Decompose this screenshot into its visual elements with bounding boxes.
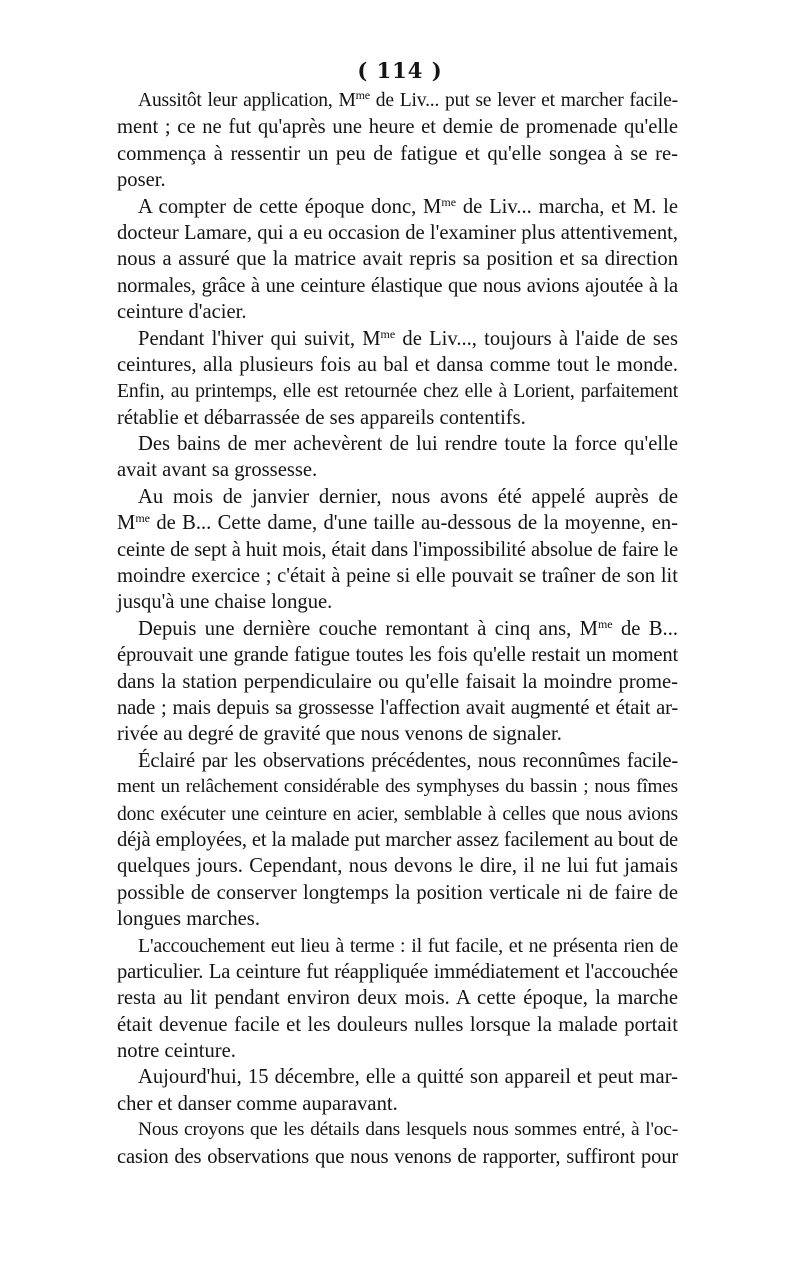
text-line bbox=[117, 801, 678, 827]
paragraph bbox=[117, 933, 678, 1065]
paragraph bbox=[117, 88, 678, 194]
text-line bbox=[117, 616, 678, 642]
line-text: notre ceinture. bbox=[117, 1040, 236, 1063]
line-text: casion des observations que nous venons de rapporter, suffiront pour bbox=[117, 1145, 678, 1168]
superscript: me bbox=[355, 88, 370, 102]
text-line bbox=[117, 194, 678, 220]
text-line bbox=[117, 1038, 678, 1064]
text-line bbox=[117, 1012, 678, 1038]
line-text: ceinture d'acier. bbox=[117, 301, 247, 324]
line-text: dans la station perpendiculaire ou qu'elle faisait la moindre prome- bbox=[117, 670, 678, 693]
text-line bbox=[117, 167, 678, 193]
text-line bbox=[117, 405, 678, 431]
line-text: Depuis une dernière couche remontant à cinq ans, M bbox=[138, 617, 598, 640]
line-text: Enfin, au printemps, elle est retournée chez elle à Lorient, parfaitement bbox=[117, 380, 678, 403]
text-line bbox=[117, 1091, 678, 1117]
text-line bbox=[117, 537, 678, 563]
line-text: ment un relâchement considérable des symphyses du bassin ; nous fîmes bbox=[117, 776, 678, 798]
text-line bbox=[117, 273, 678, 299]
line-text: resta au lit pendant environ deux mois. A cette époque, la marche bbox=[117, 987, 678, 1010]
text-line bbox=[117, 748, 678, 774]
line-text: jusqu'à une chaise longue. bbox=[117, 591, 333, 614]
line-text-tail: de Liv... put se lever et marcher facile- bbox=[369, 90, 678, 111]
line-text: avait avant sa grossesse. bbox=[117, 459, 318, 482]
line-text: Au mois de janvier dernier, nous avons été appelé auprès de bbox=[138, 485, 678, 508]
line-text: possible de conserver longtemps la position verticale ni de faire de bbox=[117, 881, 678, 904]
text-line bbox=[117, 853, 678, 879]
text-line bbox=[117, 246, 678, 272]
text-line bbox=[117, 510, 678, 536]
line-text: normales, grâce à une ceinture élastique que nous avions ajoutée à la bbox=[117, 274, 678, 297]
paragraph bbox=[117, 1117, 678, 1170]
text-line bbox=[117, 933, 678, 959]
line-text: nade ; mais depuis sa grossesse l'affection avait augmenté et était ar- bbox=[117, 696, 678, 719]
text-line bbox=[117, 906, 678, 932]
line-text-tail: de B... Cette dame, d'une taille au-dessous de la moyenne, en- bbox=[149, 512, 678, 535]
text-line bbox=[117, 431, 678, 457]
paragraph bbox=[117, 748, 678, 933]
body-text bbox=[117, 88, 678, 1170]
line-text: longues marches. bbox=[117, 908, 260, 931]
text-line bbox=[117, 959, 678, 985]
line-text: L'accouchement eut lieu à terme : il fut facile, et ne présenta rien de bbox=[138, 934, 678, 957]
text-line bbox=[117, 589, 678, 615]
line-text: particulier. La ceinture fut réappliquée immédiatement et l'accouchée bbox=[117, 960, 678, 983]
superscript: me bbox=[597, 616, 613, 631]
text-line bbox=[117, 141, 678, 167]
text-line bbox=[117, 985, 678, 1011]
text-line bbox=[117, 299, 678, 325]
superscript: me bbox=[441, 194, 457, 209]
paragraph bbox=[117, 194, 678, 326]
text-line bbox=[117, 721, 678, 747]
line-text: nous a assuré que la matrice avait repris sa position et sa direction bbox=[117, 248, 678, 271]
line-text: était devenue facile et les douleurs nulles lorsque la malade portait bbox=[117, 1013, 678, 1036]
line-text: poser. bbox=[117, 169, 166, 192]
paragraph bbox=[117, 326, 678, 432]
line-text: Aujourd'hui, 15 décembre, elle a quitté son appareil et peut mar- bbox=[138, 1066, 678, 1089]
line-text: ceintures, alla plusieurs fois au bal et dansa comme tout le monde. bbox=[117, 353, 678, 376]
text-line bbox=[117, 484, 678, 510]
text-line bbox=[117, 114, 678, 140]
line-text: ceinte de sept à huit mois, était dans l'impossibilité absolue de faire le bbox=[117, 538, 678, 561]
line-text: Éclairé par les observations précédentes, nous reconnûmes facile- bbox=[138, 749, 678, 772]
line-text-tail: de Liv... marcha, et M. le bbox=[456, 195, 678, 218]
line-text: A compter de cette époque donc, M bbox=[138, 195, 442, 218]
paragraph bbox=[117, 616, 678, 748]
paragraph bbox=[117, 1064, 678, 1117]
line-text: Pendant l'hiver qui suivit, M bbox=[138, 327, 381, 350]
line-text: éprouvait une grande fatigue toutes les fois qu'elle restait un moment bbox=[117, 644, 678, 667]
text-line bbox=[117, 352, 678, 378]
line-text-tail: de Liv..., toujours à l'aide de ses bbox=[395, 327, 679, 350]
text-line bbox=[117, 88, 678, 114]
text-line bbox=[117, 774, 678, 800]
paragraph bbox=[117, 431, 678, 484]
line-text: moindre exercice ; c'était à peine si elle pouvait se traîner de son lit bbox=[117, 565, 678, 588]
line-text: donc exécuter une ceinture en acier, semblable à celles que nous avions bbox=[117, 802, 678, 825]
text-line bbox=[117, 880, 678, 906]
line-text-tail: de B... bbox=[612, 617, 678, 640]
text-line bbox=[117, 827, 678, 853]
line-text: commença à ressentir un peu de fatigue et qu'elle songea à se re- bbox=[117, 142, 678, 165]
line-text: docteur Lamare, qui a eu occasion de l'examiner plus attentivement, bbox=[117, 221, 678, 244]
text-line bbox=[117, 695, 678, 721]
line-text: Nous croyons que les détails dans lesquels nous sommes entré, à l'oc- bbox=[138, 1119, 678, 1141]
page-number: ( 114 ) bbox=[357, 58, 443, 83]
superscript: me bbox=[135, 511, 150, 526]
text-line bbox=[117, 326, 678, 352]
line-text: déjà employées, et la malade put marcher assez facilement au bout de bbox=[117, 828, 678, 851]
line-text: ment ; ce ne fut qu'après une heure et demie de promenade qu'elle bbox=[117, 116, 678, 139]
paragraph bbox=[117, 484, 678, 616]
line-text: rétablie et débarrassée de ses appareils contentifs. bbox=[117, 406, 526, 429]
line-text: Des bains de mer achevèrent de lui rendre toute la force qu'elle bbox=[138, 433, 678, 456]
text-line bbox=[117, 1144, 678, 1170]
text-line bbox=[117, 1064, 678, 1090]
text-line bbox=[117, 642, 678, 668]
text-line bbox=[117, 669, 678, 695]
line-text: cher et danser comme auparavant. bbox=[117, 1092, 398, 1115]
text-line bbox=[117, 1117, 678, 1143]
superscript: me bbox=[380, 326, 396, 341]
text-line bbox=[117, 563, 678, 589]
line-text: rivée au degré de gravité que nous venons de signaler. bbox=[117, 723, 562, 746]
line-text: Aussitôt leur application, M bbox=[138, 90, 356, 111]
line-text: quelques jours. Cependant, nous devons le dire, il ne lui fut jamais bbox=[117, 855, 678, 878]
line-text: M bbox=[117, 512, 136, 535]
text-line bbox=[117, 220, 678, 246]
text-line bbox=[117, 378, 678, 404]
text-line bbox=[117, 457, 678, 483]
